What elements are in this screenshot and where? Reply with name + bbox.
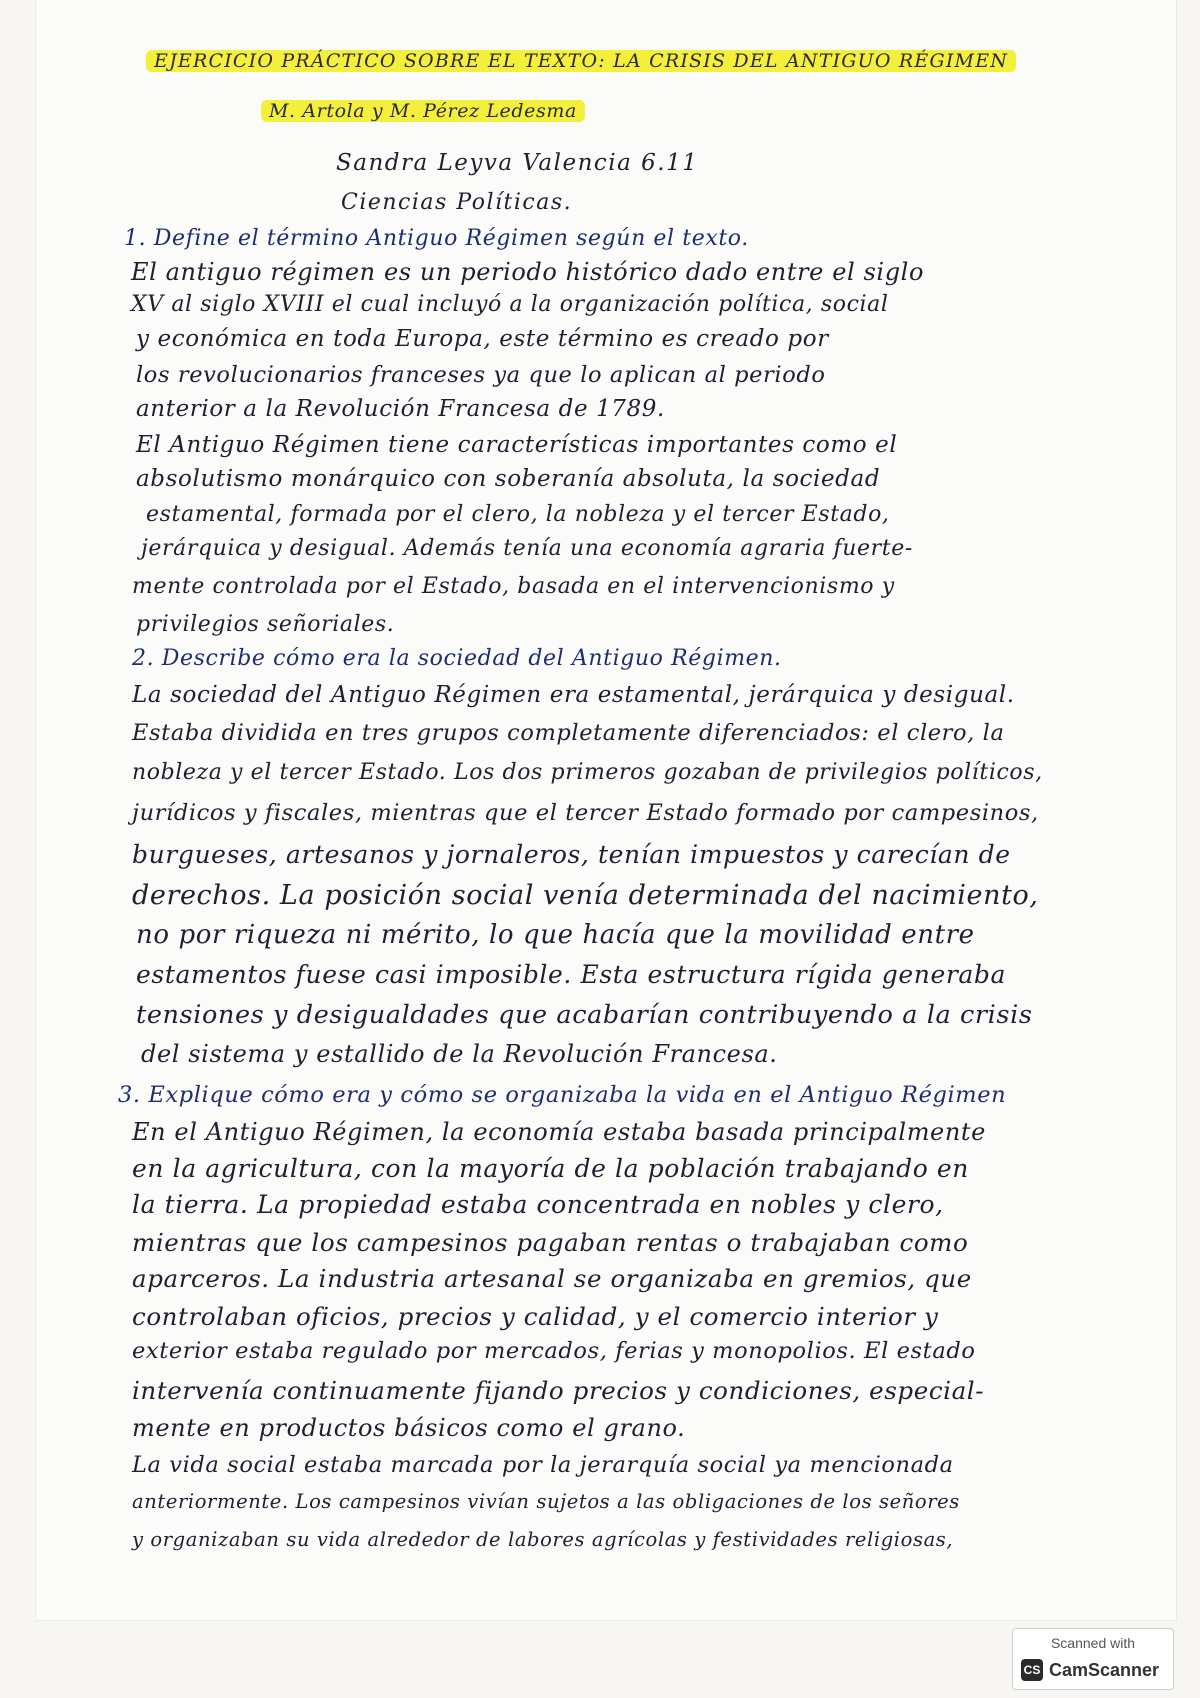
text-line: XV al siglo XVIII el cual incluyó a la organización política, social [131,292,889,317]
question-3: 3. Explique cómo era y cómo se organizaba la vida en el Antiguo Régimen [118,1082,1007,1108]
text-line: burgueses, artesanos y jornaleros, tenían impuestos y carecían de [132,840,1011,869]
text-line: controlaban oficios, precios y calidad, y el comercio interior y [132,1302,939,1331]
text-line: mientras que los campesinos pagaban rentas o trabajaban como [132,1228,969,1257]
text-line: La vida social estaba marcada por la jerarquía social ya mencionada [132,1452,954,1478]
text-line: la tierra. La propiedad estaba concentrada en nobles y clero, [132,1190,944,1219]
text-line: aparceros. La industria artesanal se organizaba en gremios, que [132,1264,972,1293]
text-line: mente controlada por el Estado, basada en el intervencionismo y [132,574,895,599]
text-line: en la agricultura, con la mayoría de la población trabajando en [132,1154,969,1183]
text-line: El antiguo régimen es un periodo histórico dado entre el siglo [131,258,924,286]
course-name: Ciencias Políticas. [341,190,573,215]
text-line: absolutismo monárquico con soberanía absoluta, la sociedad [136,466,881,492]
text-line: estamental, formada por el clero, la nobleza y el tercer Estado, [146,502,890,527]
authors-line [261,100,585,122]
text-line: intervenía continuamente fijando precios y condiciones, especial- [132,1376,985,1405]
text-line: tensiones y desigualdades que acabarían contribuyendo a la crisis [136,1000,1033,1030]
text-line: no por riqueza ni mérito, lo que hacía que la movilidad entre [136,920,975,950]
text-line: privilegios señoriales. [136,612,395,637]
text-line: Estaba dividida en tres grupos completamente diferenciados: el clero, la [132,720,1005,746]
text-line: estamentos fuese casi imposible. Esta estructura rígida generaba [136,960,1007,989]
text-line: exterior estaba regulado por mercados, ferias y monopolios. El estado [132,1338,976,1364]
question-2: 2. Describe cómo era la sociedad del Antiguo Régimen. [132,646,782,671]
camscanner-logo-icon: CS [1021,1659,1043,1681]
text-line: los revolucionarios franceses ya que lo aplican al periodo [136,362,826,388]
text-line: y económica en toda Europa, este término es creado por [136,326,829,352]
text-line: jurídicos y fiscales, mientras que el tercer Estado formado por campesinos, [132,800,1039,826]
student-name: Sandra Leyva Valencia 6.11 [336,150,699,176]
text-line: mente en productos básicos como el grano. [132,1414,686,1442]
text-line: La sociedad del Antiguo Régimen era estamental, jerárquica y desigual. [132,682,1015,708]
camscanner-brand [1021,1659,1159,1681]
title-highlight: EJERCICIO PRÁCTICO SOBRE EL TEXTO: LA CRISIS DEL ANTIGUO RÉGIMEN [146,50,1016,72]
camscanner-watermark [1012,1628,1174,1690]
camscanner-brand-name: CamScanner [1049,1659,1160,1680]
text-line: jerárquica y desigual. Además tenía una economía agraria fuerte- [141,536,913,561]
scanned-with-label: Scanned with [1050,1635,1136,1651]
exercise-title [146,50,1016,72]
text-line: nobleza y el tercer Estado. Los dos primeros gozaban de privilegios políticos, [132,760,1043,785]
text-line: y organizaban su vida alrededor de labores agrícolas y festividades religiosas, [132,1528,954,1551]
question-1: 1. Define el término Antiguo Régimen según el texto. [124,226,749,251]
authors-highlight: M. Artola y M. Pérez Ledesma [261,100,585,122]
text-line: En el Antiguo Régimen, la economía estaba basada principalmente [132,1118,986,1146]
text-line: del sistema y estallido de la Revolución Francesa. [141,1040,778,1068]
notebook-page [36,0,1176,1620]
text-line: anteriormente. Los campesinos vivían sujetos a las obligaciones de los señores [132,1490,960,1513]
text-line: derechos. La posición social venía determinada del nacimiento, [132,880,1039,911]
text-line: El Antiguo Régimen tiene características importantes como el [136,432,898,458]
text-line: anterior a la Revolución Francesa de 1789. [136,396,665,422]
